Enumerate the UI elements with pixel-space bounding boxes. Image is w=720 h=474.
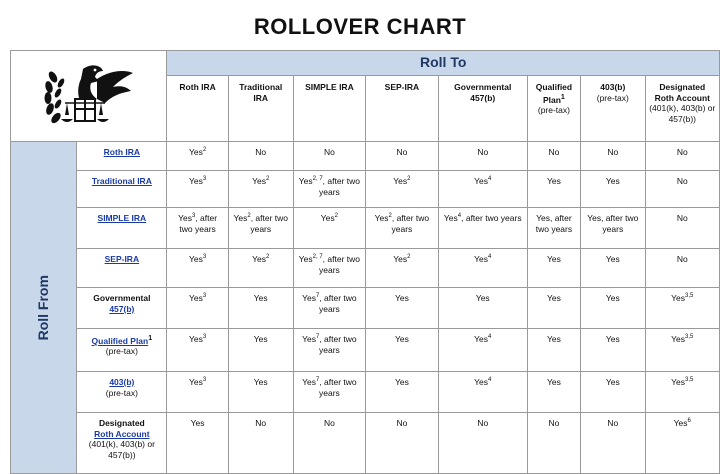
- cell-value: Yes: [252, 176, 266, 186]
- rollover-cell: [167, 208, 228, 249]
- cell-value: Yes: [298, 176, 313, 186]
- rollover-cell: [581, 329, 646, 372]
- cell-condition: , after two years: [179, 213, 218, 234]
- rollover-cell: [527, 288, 580, 329]
- rollover-cell: [167, 142, 228, 171]
- row-header-qualified-plan: [77, 329, 167, 372]
- cell-condition: , after two years: [318, 293, 357, 314]
- row-header-label: Designated: [98, 418, 145, 428]
- column-header-sub: (401(k), 403(b) or 457(b)): [649, 103, 716, 124]
- cell-value: Yes: [188, 293, 203, 303]
- row-header-sub: (pre-tax): [105, 387, 138, 398]
- cell-value: Yes: [605, 254, 620, 264]
- rollover-cell: [293, 171, 365, 208]
- rollover-cell: [366, 329, 439, 372]
- footnote-marker: 1: [148, 334, 153, 342]
- row-header-sub: (pre-tax): [105, 346, 138, 357]
- table-row: [11, 372, 720, 413]
- cell-value: Yes: [188, 176, 203, 186]
- rollover-cell: [293, 249, 365, 288]
- cell-value: No: [396, 147, 408, 157]
- rollover-cell: [438, 372, 527, 413]
- footnote-marker: 2: [407, 254, 411, 261]
- rollover-cell: [228, 413, 293, 474]
- cell-value: Yes: [474, 334, 489, 344]
- row-header-link[interactable]: SEP-IRA: [104, 254, 140, 264]
- rollover-cell: [228, 249, 293, 288]
- rollover-cell: [438, 329, 527, 372]
- cell-condition: , after two years: [250, 213, 289, 234]
- rollover-cell: [366, 208, 439, 249]
- rollover-cell: [581, 142, 646, 171]
- cell-value: Yes: [546, 293, 561, 303]
- rollover-cell: [438, 171, 527, 208]
- cell-value: Yes: [671, 334, 686, 344]
- footnote-marker: 3,5: [685, 293, 694, 300]
- cell-value: No: [323, 418, 335, 428]
- table-row: [11, 288, 720, 329]
- cell-value: Yes: [253, 377, 268, 387]
- rollover-cell: [293, 413, 365, 474]
- row-header-link[interactable]: SIMPLE IRA: [97, 213, 147, 223]
- cell-value: No: [548, 418, 560, 428]
- cell-value: Yes: [188, 377, 203, 387]
- rollover-cell: [438, 249, 527, 288]
- rollover-cell: [645, 249, 719, 288]
- cell-value: Yes: [605, 176, 620, 186]
- cell-value: No: [676, 254, 688, 264]
- cell-value: Yes: [605, 377, 620, 387]
- footnote-marker: 6: [687, 418, 691, 425]
- cell-value: No: [323, 147, 335, 157]
- table-row: [11, 171, 720, 208]
- cell-value: Yes: [546, 377, 561, 387]
- cell-value: Yes, after two years: [535, 213, 573, 234]
- table-row: [11, 142, 720, 171]
- footnote-marker: 2, 7: [312, 254, 323, 261]
- logo-cell: [11, 51, 167, 142]
- roll-from-header: [11, 142, 77, 474]
- rollover-cell: [366, 288, 439, 329]
- cell-value: Yes: [188, 147, 203, 157]
- cell-condition: , after two years: [318, 377, 357, 398]
- table-row: [11, 208, 720, 249]
- cell-condition: , after two years: [461, 213, 522, 223]
- cell-value: Yes: [298, 254, 313, 264]
- rollover-cell: [167, 249, 228, 288]
- cell-value: Yes: [393, 254, 408, 264]
- rollover-chart-table: [10, 50, 720, 474]
- column-header-403-b: [581, 76, 646, 142]
- row-header-simple-ira: [77, 208, 167, 249]
- column-header-label: Roth IRA: [179, 82, 216, 92]
- cell-value: No: [676, 147, 688, 157]
- rollover-cell: [645, 329, 719, 372]
- footnote-marker: 4: [488, 176, 492, 183]
- row-header-link[interactable]: 457(b): [109, 303, 135, 314]
- cell-value: Yes: [474, 254, 489, 264]
- rollover-cell: [438, 208, 527, 249]
- column-header-label: Governmental 457(b): [454, 82, 512, 103]
- table-row: [11, 329, 720, 372]
- footnote-marker: 2: [407, 176, 411, 183]
- cell-value: Yes: [546, 176, 561, 186]
- footnote-marker: 3: [202, 293, 207, 300]
- rollover-cell: [438, 413, 527, 474]
- rollover-cell: [645, 171, 719, 208]
- rollover-cell: [366, 142, 439, 171]
- cell-value: No: [607, 147, 619, 157]
- rollover-cell: [228, 329, 293, 372]
- cell-value: No: [396, 418, 408, 428]
- footnote-marker: 7: [315, 377, 320, 384]
- footnote-marker: 3,5: [685, 334, 694, 341]
- rollover-cell: [581, 288, 646, 329]
- column-header-sep-ira: [366, 76, 439, 142]
- row-header-sep-ira: [77, 249, 167, 288]
- row-header-link[interactable]: Qualified Plan: [91, 335, 149, 346]
- cell-value: Yes: [190, 418, 205, 428]
- roll-from-label: Roll From: [34, 274, 51, 341]
- column-header-sub: (pre-tax): [596, 92, 629, 103]
- irs-eagle-logo-icon: [39, 59, 139, 131]
- row-header-traditional-ira: [77, 171, 167, 208]
- cell-value: No: [676, 213, 688, 223]
- column-header-roth-ira: [167, 76, 228, 142]
- rollover-cell: [228, 372, 293, 413]
- rollover-cell: [527, 413, 580, 474]
- footnote-marker: 3: [202, 377, 207, 384]
- cell-condition: , after two years: [391, 213, 430, 234]
- cell-value: Yes: [671, 377, 686, 387]
- rollover-cell: [228, 171, 293, 208]
- rollover-cell: [527, 208, 580, 249]
- column-header-traditional-ira: [228, 76, 293, 142]
- cell-condition: , after two years: [318, 254, 360, 275]
- rollover-cell: [293, 208, 365, 249]
- row-header-label: Governmental: [93, 293, 151, 303]
- rollover-cell: [527, 329, 580, 372]
- roll-to-header: Roll To: [167, 51, 720, 76]
- rollover-cell: [645, 142, 719, 171]
- rollover-cell: [366, 413, 439, 474]
- footnote-marker: 2: [334, 213, 338, 220]
- cell-value: No: [548, 147, 560, 157]
- cell-value: Yes: [475, 293, 490, 303]
- footnote-marker: 4: [488, 334, 492, 341]
- cell-condition: , after two years: [318, 176, 360, 197]
- footnote-marker: 3,5: [685, 377, 694, 384]
- rollover-cell: [167, 171, 228, 208]
- column-header-sub: (pre-tax): [537, 105, 570, 116]
- table-row: [11, 413, 720, 474]
- cell-value: Yes: [474, 377, 489, 387]
- footnote-marker: 4: [457, 213, 462, 220]
- cell-value: Yes: [253, 293, 268, 303]
- column-header-simple-ira: [293, 76, 365, 142]
- column-header-label: Qualified Plan: [535, 82, 573, 105]
- rollover-cell: [527, 142, 580, 171]
- cell-value: Yes: [188, 334, 203, 344]
- table-row: [11, 249, 720, 288]
- column-header-designated-roth-account: [645, 76, 719, 142]
- row-header-governmental-457-b: [77, 288, 167, 329]
- rollover-cell: [581, 208, 646, 249]
- rollover-cell: [527, 249, 580, 288]
- footnote-marker: 2: [202, 147, 207, 154]
- cell-value: Yes: [188, 254, 203, 264]
- row-header-link[interactable]: Traditional IRA: [91, 176, 152, 186]
- rollover-cell: [293, 372, 365, 413]
- cell-value: Yes: [394, 334, 409, 344]
- footnote-marker: 2: [247, 213, 251, 220]
- cell-value: Yes: [302, 334, 316, 344]
- rollover-cell: [228, 288, 293, 329]
- cell-value: No: [255, 418, 267, 428]
- rollover-cell: [645, 288, 719, 329]
- rollover-cell: [167, 413, 228, 474]
- rollover-cell: [581, 171, 646, 208]
- cell-value: No: [477, 418, 489, 428]
- cell-value: Yes: [394, 293, 409, 303]
- rollover-cell: [527, 372, 580, 413]
- rollover-cell: [228, 208, 293, 249]
- footnote-marker: 2, 7: [312, 176, 323, 183]
- column-header-qualified-plan: [527, 76, 580, 142]
- cell-value: Yes: [671, 293, 686, 303]
- footnote-marker: 3: [202, 334, 207, 341]
- rollover-cell: [167, 372, 228, 413]
- rollover-cell: [366, 249, 439, 288]
- row-header-roth-ira: [77, 142, 167, 171]
- cell-value: Yes: [233, 213, 248, 223]
- row-header-403-b: [77, 372, 167, 413]
- cell-value: No: [607, 418, 619, 428]
- footnote-marker: 3: [202, 254, 207, 261]
- rollover-cell: [366, 372, 439, 413]
- cell-condition: , after two years: [318, 334, 357, 355]
- rollover-cell: [366, 171, 439, 208]
- footnote-marker: 1: [560, 92, 565, 101]
- cell-value: Yes: [546, 254, 561, 264]
- row-header-link[interactable]: 403(b): [109, 377, 135, 387]
- cell-value: No: [477, 147, 489, 157]
- footnote-marker: 4: [488, 377, 492, 384]
- cell-value: Yes: [605, 293, 620, 303]
- cell-value: Yes: [374, 213, 389, 223]
- footnote-marker: 3: [202, 176, 207, 183]
- cell-value: Yes: [474, 176, 489, 186]
- cell-value: Yes: [320, 213, 335, 223]
- rollover-cell: [527, 171, 580, 208]
- footnote-marker: 2: [266, 176, 270, 183]
- row-header-link[interactable]: Roth IRA: [103, 147, 141, 157]
- rollover-cell: [645, 372, 719, 413]
- rollover-cell: [167, 329, 228, 372]
- cell-value: Yes, after two years: [587, 213, 639, 234]
- rollover-cell: [228, 142, 293, 171]
- footnote-marker: 3: [191, 213, 196, 220]
- rollover-cell: [581, 413, 646, 474]
- cell-value: Yes: [253, 334, 268, 344]
- cell-value: Yes: [394, 377, 409, 387]
- cell-value: Yes: [673, 418, 688, 428]
- column-header-label: 403(b): [600, 82, 626, 92]
- footnote-marker: 4: [488, 254, 492, 261]
- page-title: ROLLOVER CHART: [253, 14, 467, 39]
- cell-value: Yes: [605, 334, 620, 344]
- cell-value: Yes: [393, 176, 408, 186]
- column-header-governmental-457-b: [438, 76, 527, 142]
- rollover-cell: [438, 142, 527, 171]
- cell-value: No: [676, 176, 688, 186]
- cell-value: Yes: [302, 377, 316, 387]
- rollover-cell: [167, 288, 228, 329]
- cell-value: Yes: [546, 334, 561, 344]
- rollover-cell: [438, 288, 527, 329]
- cell-value: Yes: [178, 213, 192, 223]
- rollover-cell: [293, 142, 365, 171]
- rollover-cell: [293, 329, 365, 372]
- cell-value: No: [255, 147, 267, 157]
- footnote-marker: 7: [315, 334, 320, 341]
- footnote-marker: 7: [315, 293, 320, 300]
- column-header-label: SEP-IRA: [384, 82, 420, 92]
- cell-value: Yes: [302, 293, 316, 303]
- rollover-cell: [581, 372, 646, 413]
- cell-value: Yes: [443, 213, 458, 223]
- column-header-label: Designated Roth Account: [654, 82, 710, 103]
- rollover-cell: [645, 413, 719, 474]
- cell-value: Yes: [252, 254, 266, 264]
- row-header-link[interactable]: Roth Account: [94, 428, 150, 439]
- column-header-label: SIMPLE IRA: [305, 82, 354, 92]
- row-header-sub: (401(k), 403(b) or 457(b)): [88, 439, 155, 460]
- rollover-cell: [645, 208, 719, 249]
- row-header-designated-roth-account: [77, 413, 167, 474]
- footnote-marker: 2: [388, 213, 392, 220]
- column-header-label: Traditional IRA: [239, 82, 283, 103]
- footnote-marker: 2: [266, 254, 270, 261]
- rollover-cell: [581, 249, 646, 288]
- rollover-cell: [293, 288, 365, 329]
